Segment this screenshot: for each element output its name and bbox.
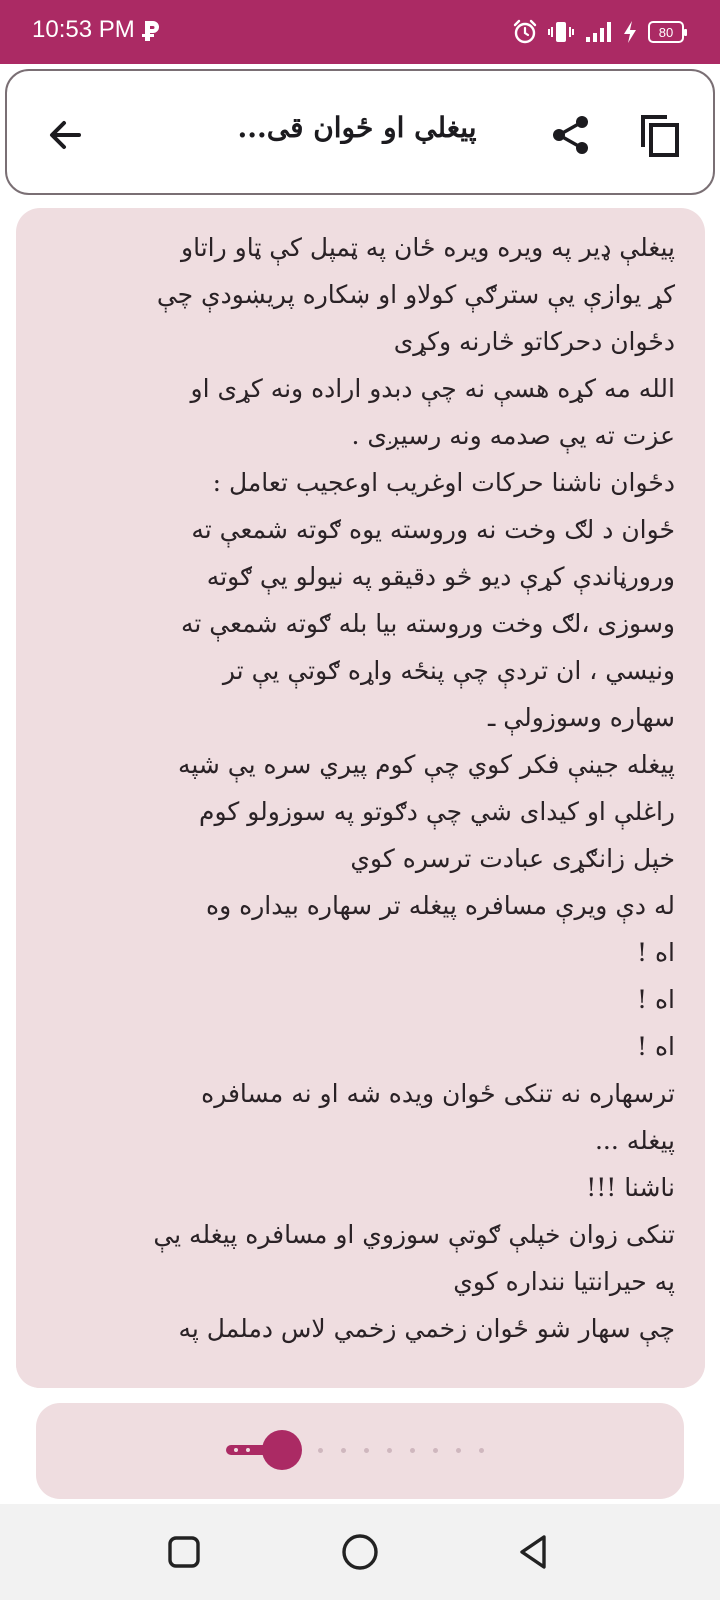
story-line: اه ! xyxy=(636,985,675,1014)
story-line: دځوان ناشنا حرکات اوغریب اوعجیب تعامل : xyxy=(212,468,675,497)
story-line: الله مه کړه هسې نه چې دبدو اراده ونه کړی او xyxy=(190,374,675,403)
back-triangle-icon[interactable] xyxy=(514,1532,554,1572)
recents-square-icon[interactable] xyxy=(164,1532,204,1572)
page-dot[interactable] xyxy=(433,1448,438,1453)
vibrate-icon xyxy=(548,19,574,45)
story-line: راغلې او کیدای شي چې دګوتو په سوزولو کوم xyxy=(199,797,675,826)
story-line: کړ یوازې یې سترګې کولاو او ښکاره پریښودې چې xyxy=(156,280,675,309)
story-line: پیغلې ډیر په ویره ویره ځان په ټمپل کې ټاو راتاو xyxy=(181,233,675,262)
story-line: له دې ویرې مسافره پیغله تر سهاره بیداره وه xyxy=(205,891,675,920)
parking-app-icon xyxy=(142,19,162,43)
story-line: عزت ته یې صدمه ونه رسیږی . xyxy=(351,421,675,450)
track-dot xyxy=(234,1448,238,1452)
page-dot[interactable] xyxy=(341,1448,346,1453)
page-dot[interactable] xyxy=(456,1448,461,1453)
story-line: پیغله جینې فکر کوي چې کوم پیري سره یې شپه xyxy=(177,750,675,779)
story-line: پیغله ... xyxy=(594,1126,675,1155)
story-line: چې سهار شو ځوان زخمي زخمي لاس دململ په xyxy=(178,1314,675,1343)
home-circle-icon[interactable] xyxy=(340,1532,380,1572)
page-dot[interactable] xyxy=(387,1448,392,1453)
page-indicator-bar xyxy=(36,1403,684,1499)
page-dot[interactable] xyxy=(479,1448,484,1453)
status-time: 10:53 PM xyxy=(32,16,135,43)
card-bottom-edge xyxy=(16,1354,705,1388)
track-dot xyxy=(246,1448,250,1452)
share-icon[interactable] xyxy=(547,111,595,159)
story-line: سهاره وسوزولې ـ xyxy=(487,703,675,732)
story-line: اه ! xyxy=(636,1032,675,1061)
alarm-icon xyxy=(512,19,538,45)
story-line: په حیرانتیا ننداره کوي xyxy=(453,1267,675,1296)
story-content-card[interactable] xyxy=(16,208,705,1388)
story-line: دځوان دحرکاتو څارنه وکړی xyxy=(393,327,675,356)
story-text xyxy=(46,224,675,1352)
system-nav-bar xyxy=(0,1504,720,1600)
copy-icon[interactable] xyxy=(637,111,685,159)
battery-level: 80 xyxy=(658,24,674,40)
page-title: پیغلې او ځوان قی... xyxy=(237,111,477,144)
page-slider-thumb[interactable] xyxy=(262,1430,302,1470)
story-line: وسوزی ،لګ وخت وروسته بیا بله ګوته شمعې ته xyxy=(181,609,675,638)
charging-icon xyxy=(622,20,638,44)
story-line: ترسهاره نه تنکی ځوان ویده شه او نه مسافره xyxy=(201,1079,675,1108)
app-bar xyxy=(5,69,715,195)
story-line: اه ! xyxy=(636,938,675,967)
page-dot[interactable] xyxy=(410,1448,415,1453)
signal-icon xyxy=(584,20,612,44)
story-line: تنکی زوان خپلې ګوتې سوزوي او مسافره پیغله یې xyxy=(153,1220,675,1249)
status-bar xyxy=(0,0,720,64)
page-dot[interactable] xyxy=(318,1448,323,1453)
status-icons xyxy=(512,18,684,46)
story-line: ناشنا !!! xyxy=(586,1173,675,1202)
arrow-back-icon[interactable] xyxy=(43,113,87,157)
story-line: ورورڼاندې کړې دیو څو دقیقو په نیولو یې ګوته xyxy=(206,562,675,591)
story-line: ونیسي ، ان تردې چې پنځه واړه ګوتې یې تر xyxy=(222,656,675,685)
battery-icon xyxy=(648,21,684,43)
story-line: ځوان د لګ وخت نه وروسته یوه ګوته شمعې ته xyxy=(191,515,675,544)
story-line: خپل زانګړی عبادت ترسره کوي xyxy=(350,844,675,873)
page-dot[interactable] xyxy=(364,1448,369,1453)
